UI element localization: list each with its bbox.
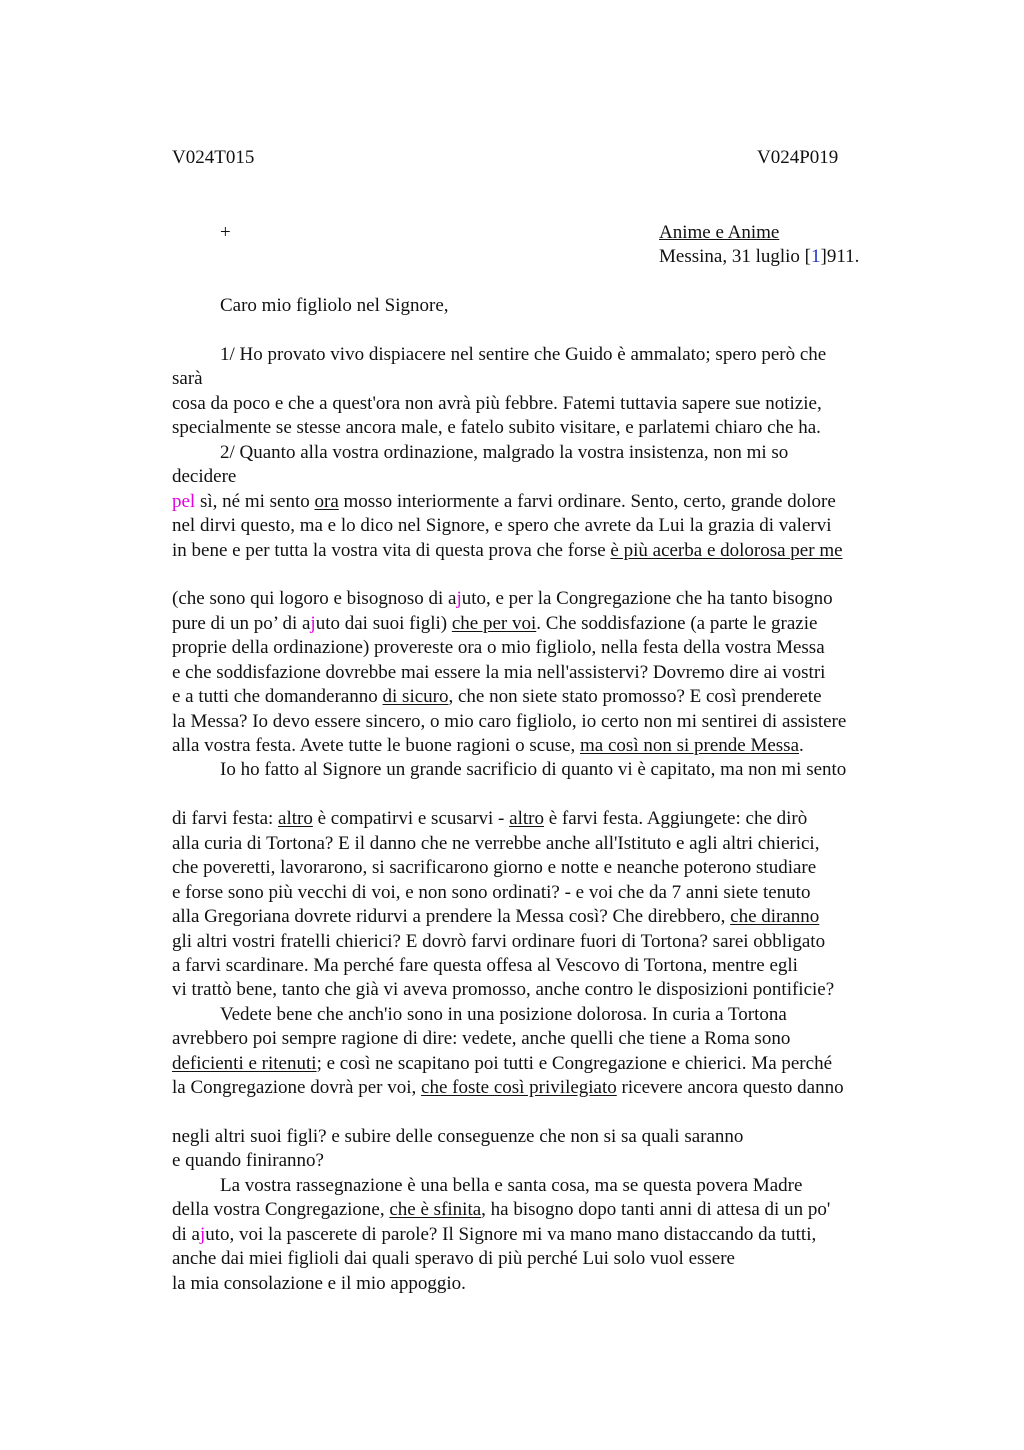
body-line: e forse sono più vecchi di voi, e non sono ordinati? - e voi che da 7 anni siete tenuto — [172, 881, 811, 903]
dateline-suffix: ]911. — [820, 246, 860, 267]
letter-body — [172, 343, 912, 1296]
dateline-editorial-digit: 1 — [811, 246, 821, 267]
body-line: la Messa? Io devo essere sincero, o mio caro figliolo, io certo non mi sentirei di assistere — [172, 710, 847, 732]
salutation: Caro mio figliolo nel Signore, — [220, 295, 449, 316]
underlined-phrase: che foste così privilegiato — [421, 1077, 617, 1099]
body-line: anche dai miei figlioli dai quali speravo di più perché Lui solo vuol essere — [172, 1248, 735, 1270]
underlined-phrase: deficienti e ritenuti — [172, 1052, 317, 1074]
body-line: deficienti e ritenuti; e così ne scapitano poi tutti e Congregazione e chierici. Ma perché — [172, 1052, 833, 1074]
dateline-prefix: Messina, 31 luglio [ — [659, 246, 811, 267]
body-line: la Congregazione dovrà per voi, che foste così privilegiato ricevere ancora questo danno — [172, 1077, 844, 1099]
body-line: nel dirvi questo, ma e lo dico nel Signore, e spero che avrete da Lui la grazia di valervi — [172, 515, 832, 537]
body-line: in bene e per tutta la vostra vita di questa prova che forse è più acerba e dolorosa per me — [172, 539, 843, 561]
letter-dateline — [659, 245, 859, 269]
highlighted-letter: j — [199, 1223, 206, 1245]
highlighted-word: pel — [172, 490, 196, 512]
underlined-phrase: ma così non si prende Messa — [580, 735, 800, 756]
body-line: che poveretti, lavorarono, si sacrificarono giorno e notte e neanche poterono studiare — [172, 857, 817, 879]
body-line: della vostra Congregazione, che è sfinita, ha bisogno dopo tanti anni di attesa di un po' — [172, 1199, 831, 1221]
underlined-phrase: è più acerba e dolorosa per me — [610, 539, 843, 561]
underlined-phrase: che per voi — [451, 612, 537, 634]
letterhead-motto: Anime e Anime — [659, 222, 780, 243]
body-line: (che sono qui logoro e bisognoso di ajuto, e per la Congregazione che ha tanto bisogno — [172, 588, 833, 610]
body-line: 2/ Quanto alla vostra ordinazione, malgrado la vostra insistenza, non mi so — [220, 441, 789, 463]
body-line: La vostra rassegnazione è una bella e santa cosa, ma se questa povera Madre — [220, 1174, 803, 1196]
body-line: cosa da poco e che a quest'ora non avrà più febbre. Fatemi tuttavia sapere sue notizie, — [172, 392, 822, 414]
body-line: alla curia di Tortona? E il danno che ne verrebbe anche all'Istituto e agli altri chierici, — [172, 832, 820, 854]
body-line: pel sì, né mi sento ora mosso interiormente a farvi ordinare. Sento, certo, grande dolore — [172, 490, 836, 512]
cross-mark: + — [220, 222, 231, 243]
document-reference-left: V024T015 — [172, 147, 255, 168]
underlined-phrase: che è sfinita — [389, 1199, 482, 1221]
body-line: vi trattò bene, tanto che già vi aveva promosso, anche contro le disposizioni pontificie? — [172, 979, 835, 1001]
underlined-phrase: di sicuro — [382, 686, 449, 708]
body-line: e che soddisfazione dovrebbe mai essere la mia nell'assistervi? Dovremo dire ai vostri — [172, 661, 826, 683]
body-line: e quando finiranno? — [172, 1150, 324, 1172]
underlined-phrase: ora — [314, 490, 339, 512]
body-line: negli altri suoi figli? e subire delle conseguenze che non si sa quali saranno — [172, 1126, 744, 1147]
body-line: pure di un po’ di ajuto dai suoi figli) che per voi. Che soddisfazione (a parte le grazie — [172, 612, 818, 634]
highlighted-letter: j — [456, 588, 462, 610]
body-line: specialmente se stesse ancora male, e fatelo subito visitare, e parlatemi chiaro che ha. — [172, 417, 821, 439]
body-line: di farvi festa: altro è compatirvi e scusarvi - altro è farvi festa. Aggiungete: che dirò — [172, 808, 808, 830]
blank-line — [172, 1101, 912, 1125]
underlined-phrase: che diranno — [730, 906, 820, 928]
body-line: a farvi scardinare. Ma perché fare questa offesa al Vescovo di Tortona, mentre egli — [172, 954, 798, 976]
blank-line — [172, 783, 912, 807]
document-reference-right: V024P019 — [757, 147, 839, 168]
body-line: sarà — [172, 368, 203, 390]
body-line: di ajuto, voi la pascerete di parole? Il Signore mi va mano mano distaccando da tutti, — [172, 1223, 817, 1245]
body-line: Io ho fatto al Signore un grande sacrificio di quanto vi è capitato, ma non mi sento — [220, 759, 847, 781]
body-line: la mia consolazione e il mio appoggio. — [172, 1272, 466, 1294]
underlined-phrase: altro — [509, 808, 544, 830]
body-line: alla Gregoriana dovrete ridurvi a prendere la Messa così? Che direbbero, che diranno — [172, 906, 820, 928]
body-line: 1/ Ho provato vivo dispiacere nel sentire che Guido è ammalato; spero però che — [220, 344, 827, 365]
body-line: proprie della ordinazione) provereste ora o mio figliolo, nella festa della vostra Messa — [172, 637, 825, 659]
body-line: e a tutti che domanderanno di sicuro, che non siete stato promosso? E così prenderete — [172, 686, 822, 708]
body-line: gli altri vostri fratelli chierici? E dovrò farvi ordinare fuori di Tortona? sarei obbligato — [172, 930, 826, 952]
highlighted-letter: j — [310, 612, 316, 634]
body-line: Vedete bene che anch'io sono in una posizione dolorosa. In curia a Tortona — [220, 1003, 787, 1025]
body-line: alla vostra festa. Avete tutte le buone ragioni o scuse, ma così non si prende Messa. — [172, 735, 804, 756]
blank-line — [172, 563, 912, 587]
body-line: decidere — [172, 466, 237, 488]
body-line: avrebbero poi sempre ragione di dire: vedete, anche quelli che tiene a Roma sono — [172, 1028, 791, 1050]
underlined-phrase: altro — [278, 808, 313, 830]
